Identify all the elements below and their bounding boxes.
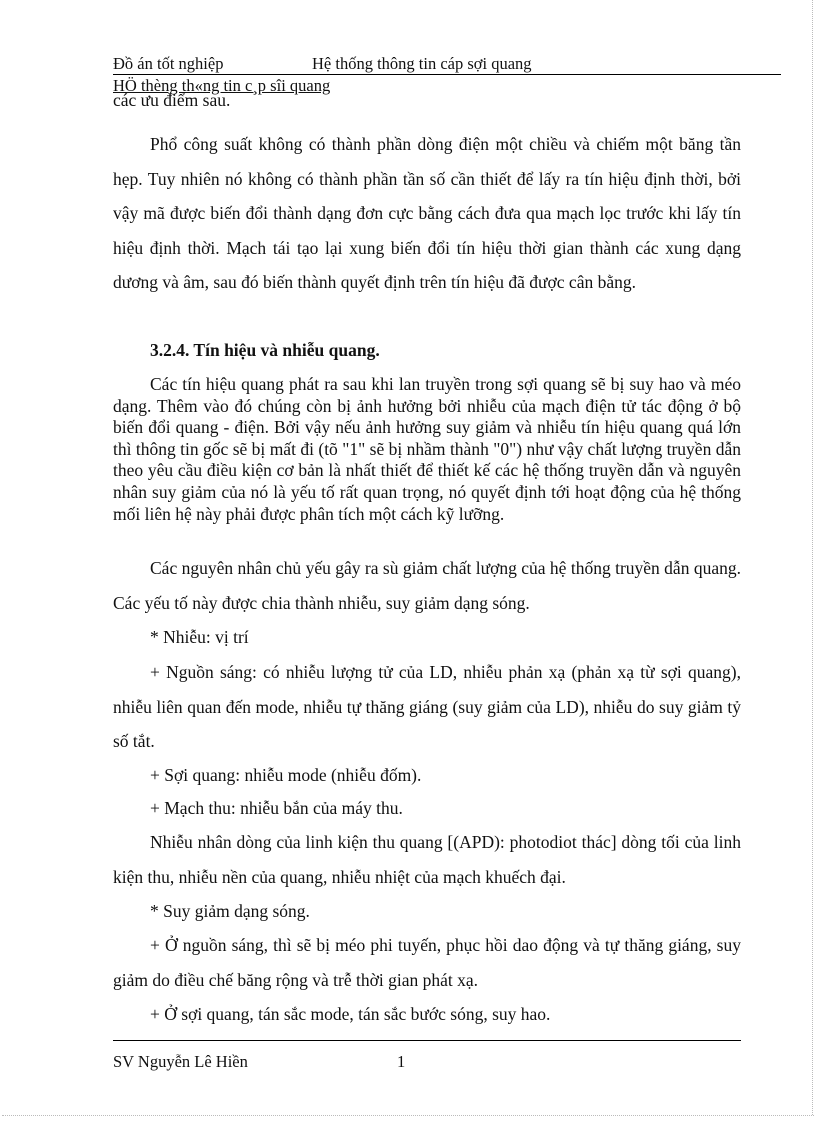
page-number: 1 bbox=[397, 1052, 406, 1071]
paragraph-power-spectrum: Phổ công suất không có thành phần dòng điện một chiều và chiếm một băng tần hẹp. Tuy nhiên nó không có thành phần tần số cần thiết để lấy ra tín hiệu định thời, bởi vậy mã được biến đổi thành dạng đơn cực bằng cách đưa qua mạch lọc trước khi lấy tín hiệu định thời. Mạch tái tạo lại xung biến đổi tín hiệu thời gian thành các xung dạng dương và âm, sau đó biến thành quyết định trên tín hiệu đã được cân bằng. bbox=[113, 134, 741, 292]
paragraph-fiber-noise: + Sợi quang: nhiễu mode (nhiễu đốm). bbox=[150, 765, 422, 785]
paragraph-multiplication-noise: Nhiễu nhân dòng của linh kiện thu quang [(APD): photodiot thác] dòng tối của linh kiện thu, nhiễu nền của quang, nhiễu nhiệt của mạch khuếch đại. bbox=[113, 832, 741, 887]
header-title: Hệ thống thông tin cáp sợi quang bbox=[312, 54, 532, 73]
page-header bbox=[113, 54, 781, 75]
header-left-text: Đồ án tốt nghiệp bbox=[113, 54, 224, 73]
paragraph-light-source: + Nguồn sáng: có nhiễu lượng tử của LD, nhiễu phản xạ (phản xạ từ sợi quang), nhiễu liên quan đến mode, nhiễu tự thăng giáng (suy giảm của LD), nhiễu do suy giảm tỷ số tắt. bbox=[113, 662, 741, 751]
paragraph-receiver-noise: + Mạch thu: nhiễu bắn của máy thu. bbox=[150, 798, 403, 818]
paragraph-causes: Các nguyên nhân chủ yếu gây ra sù giảm chất lượng của hệ thống truyền dẫn quang. Các yếu tố này được chia thành nhiễu, suy giảm dạng sóng. bbox=[113, 558, 741, 613]
paragraph-intro: các ưu điểm sau. bbox=[113, 90, 231, 110]
header-garbled-title: HÖ thèng th«ng tin c¸p sîi quang bbox=[113, 76, 331, 95]
paragraph-source-distortion: + Ở nguồn sáng, thì sẽ bị méo phi tuyến, phục hồi dao động và tự thăng giáng, suy giảm do điều chế băng rộng và trễ thời gian phát xạ. bbox=[113, 935, 741, 990]
section-heading: 3.2.4. Tín hiệu và nhiễu quang. bbox=[150, 340, 380, 360]
footer-author: SV Nguyễn Lê Hiền bbox=[113, 1052, 248, 1071]
paragraph-signal-noise: Các tín hiệu quang phát ra sau khi lan truyền trong sợi quang sẽ bị suy hao và méo dạng. Thêm vào đó chúng còn bị ảnh hưởng bởi nhiễu của mạch điện tử tác động ở bộ biến đổi quang - điện. Bởi vậy nếu ảnh hưởng suy giảm và nhiễu tín hiệu quang quá lớn thì thông tin gốc sẽ bị mất đi (tõ "1" sẽ bị nhầm thành "0") như vậy chất lượng truyền dẫn theo yêu cầu điều kiện cơ bản là nhất thiết để thiết kế các hệ thống truyền dẫn và nguyên nhân suy giảm của nó là yếu tố rất quan trọng, nó quyết định tới hoạt động của hệ thống mối liên hệ này phải được phân tích một cách kỹ lưỡng. bbox=[113, 374, 741, 524]
page-border-right bbox=[812, 0, 813, 1115]
page-border-bottom bbox=[2, 1115, 814, 1116]
footer-rule bbox=[113, 1040, 741, 1041]
paragraph-waveform: * Suy giảm dạng sóng. bbox=[150, 901, 310, 921]
paragraph-noise-position: * Nhiễu: vị trí bbox=[150, 627, 249, 647]
paragraph-fiber-dispersion: + Ở sợi quang, tán sắc mode, tán sắc bước sóng, suy hao. bbox=[150, 1004, 551, 1024]
